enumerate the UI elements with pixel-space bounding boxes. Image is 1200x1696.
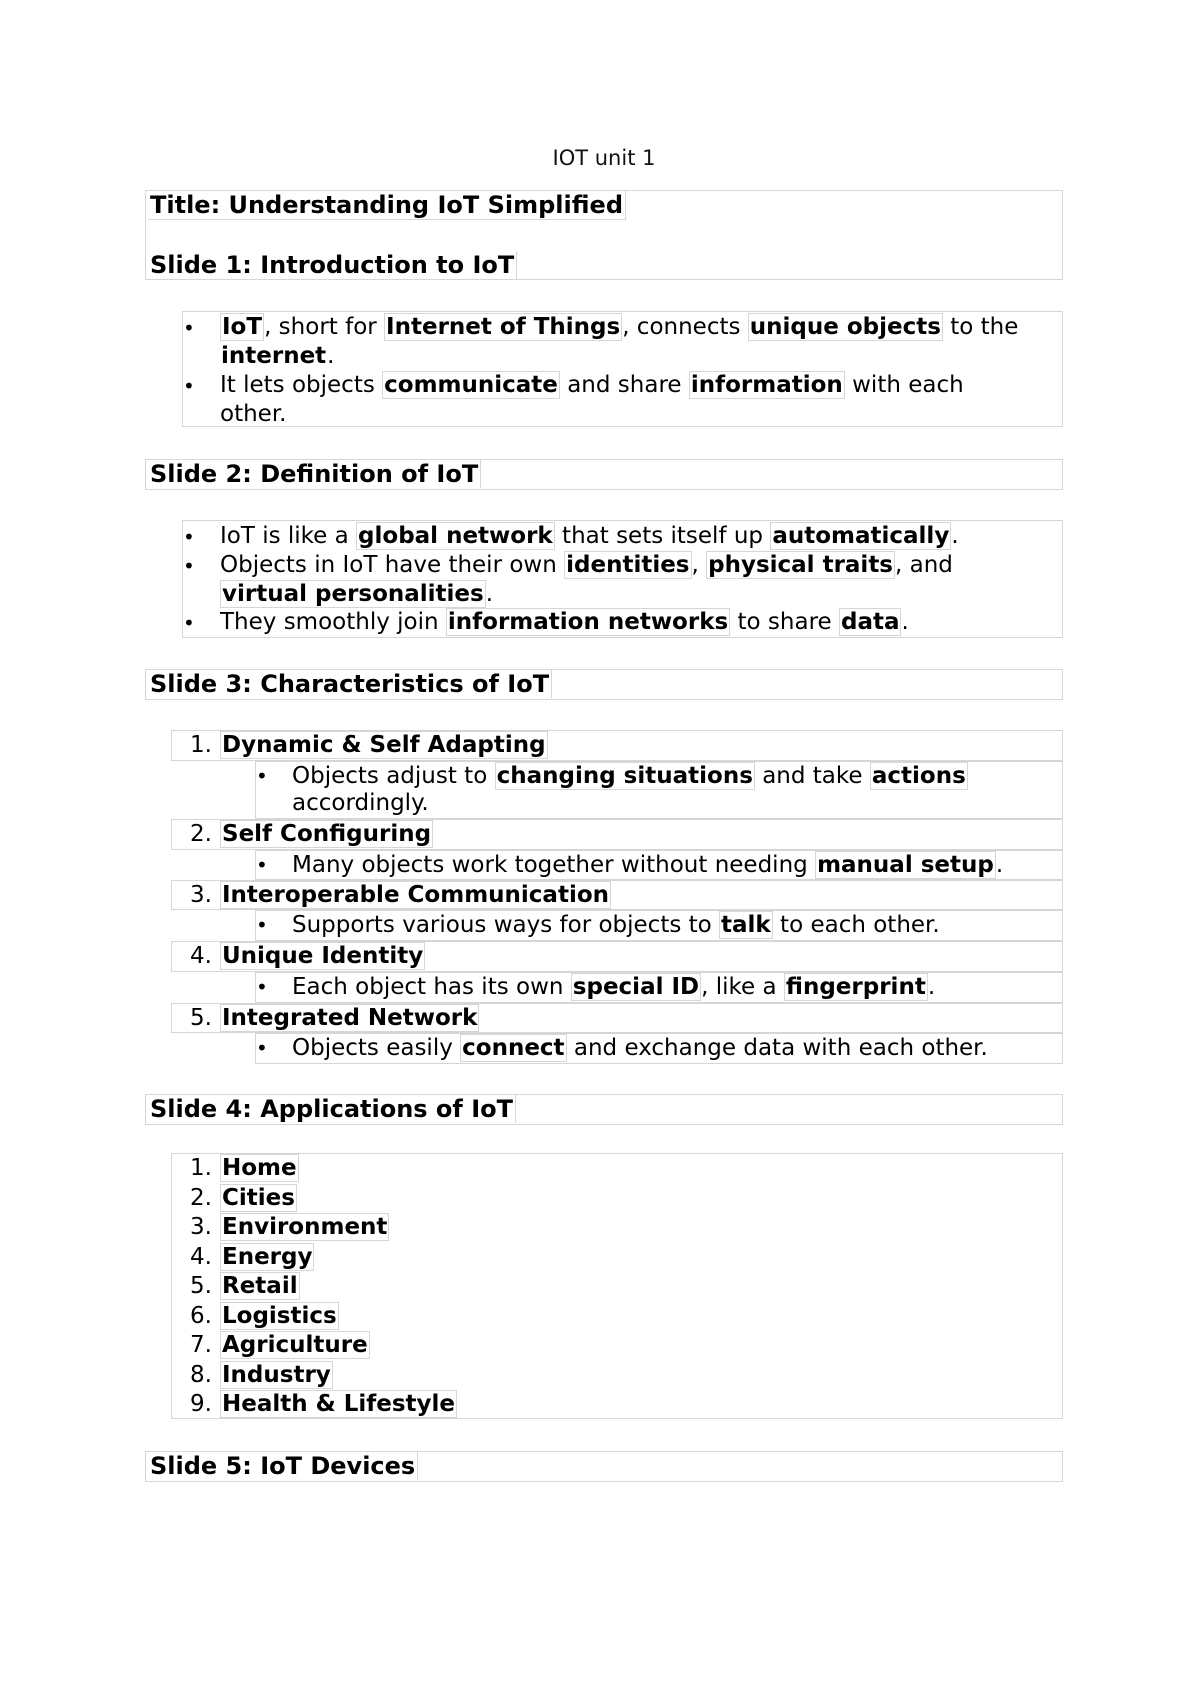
bullet-marker: •: [183, 316, 195, 340]
list-item: [172, 1184, 1052, 1213]
list-item-detail: • Many objects work together without needing manual setup.: [255, 850, 1063, 880]
list-item-detail: • Supports various ways for objects to talk to each other.: [255, 910, 1063, 941]
application-label: Industry: [222, 1361, 331, 1388]
slide2-bullets: [182, 520, 1063, 638]
list-item-detail: • Objects adjust to changing situations and take actions accordingly.: [255, 761, 1063, 819]
list-item: [172, 1272, 1052, 1301]
slide2-heading-box: [145, 459, 1063, 490]
list-item: 2. Self Configuring: [171, 819, 1063, 850]
title-block: [145, 190, 1063, 280]
bullet-marker: •: [183, 525, 195, 549]
list-item: 1. Dynamic & Self Adapting: [171, 730, 1063, 761]
bullet-marker: •: [183, 554, 195, 578]
list-number: 3.: [190, 1214, 212, 1240]
bullet-marker: •: [183, 374, 195, 398]
slide5-heading-box: [145, 1451, 1063, 1482]
slide1-bullet-2-cont: other.: [220, 401, 287, 427]
list-number: 7.: [190, 1332, 212, 1358]
list-number: 5.: [190, 1273, 212, 1299]
application-label: Retail: [222, 1273, 298, 1299]
application-label: Agriculture: [222, 1332, 368, 1358]
bullet-marker: •: [183, 611, 195, 635]
application-label: Environment: [222, 1214, 388, 1240]
slide3-heading: Slide 3: Characteristics of IoT: [148, 670, 552, 698]
list-item: [172, 1213, 1052, 1242]
list-number: 6.: [190, 1302, 212, 1329]
slide2-bullet-3: They smoothly join information networks to share data.: [220, 609, 909, 635]
list-item-detail: • Objects easily connect and exchange data with each other.: [255, 1033, 1063, 1064]
slide4-list: [171, 1153, 1063, 1419]
slide1-heading: Slide 1: Introduction to IoT: [148, 251, 517, 279]
list-item: [172, 1302, 1052, 1331]
list-item: [172, 1390, 1052, 1419]
document-title: Title: Understanding IoT Simplified: [148, 191, 626, 220]
list-item: 5. Integrated Network: [171, 1003, 1063, 1033]
slide1-bullet-1-cont: internet.: [221, 343, 335, 369]
list-item-detail: • Each object has its own special ID, like a fingerprint.: [255, 972, 1063, 1003]
slide1-bullets: [182, 311, 1063, 427]
application-label: Health & Lifestyle: [222, 1391, 455, 1417]
slide2-bullet-2-cont: virtual personalities.: [222, 581, 494, 607]
slide4-heading-box: [145, 1094, 1063, 1125]
slide2-heading: Slide 2: Definition of IoT: [148, 460, 481, 488]
slide5-heading: Slide 5: IoT Devices: [148, 1452, 418, 1480]
application-label: Logistics: [222, 1302, 337, 1329]
slide3-heading-box: [145, 669, 1063, 700]
list-item: [172, 1331, 1052, 1360]
list-number: 9.: [190, 1391, 212, 1417]
list-number: 1.: [190, 1155, 212, 1181]
application-label: Energy: [222, 1243, 313, 1270]
slide1-bullet-1: IoT, short for Internet of Things, connects unique objects to the: [222, 314, 1019, 340]
list-item: [172, 1154, 1052, 1183]
slide1-bullet-2: It lets objects communicate and share information with each: [220, 372, 964, 398]
list-item: [172, 1243, 1052, 1272]
application-label: Home: [222, 1155, 297, 1181]
page-header: IOT unit 1: [552, 146, 656, 170]
application-label: Cities: [222, 1184, 295, 1211]
list-number: 4.: [190, 1243, 212, 1270]
list-item: [172, 1361, 1052, 1390]
slide2-bullet-2: Objects in IoT have their own identities, physical traits, and: [220, 552, 953, 578]
list-item: 3. Interoperable Communication: [171, 880, 1063, 910]
slide2-bullet-1: IoT is like a global network that sets itself up automatically.: [220, 523, 959, 549]
list-number: 2.: [190, 1184, 212, 1211]
list-number: 8.: [190, 1361, 212, 1388]
list-item: 4. Unique Identity: [171, 941, 1063, 972]
slide4-heading: Slide 4: Applications of IoT: [148, 1095, 516, 1123]
